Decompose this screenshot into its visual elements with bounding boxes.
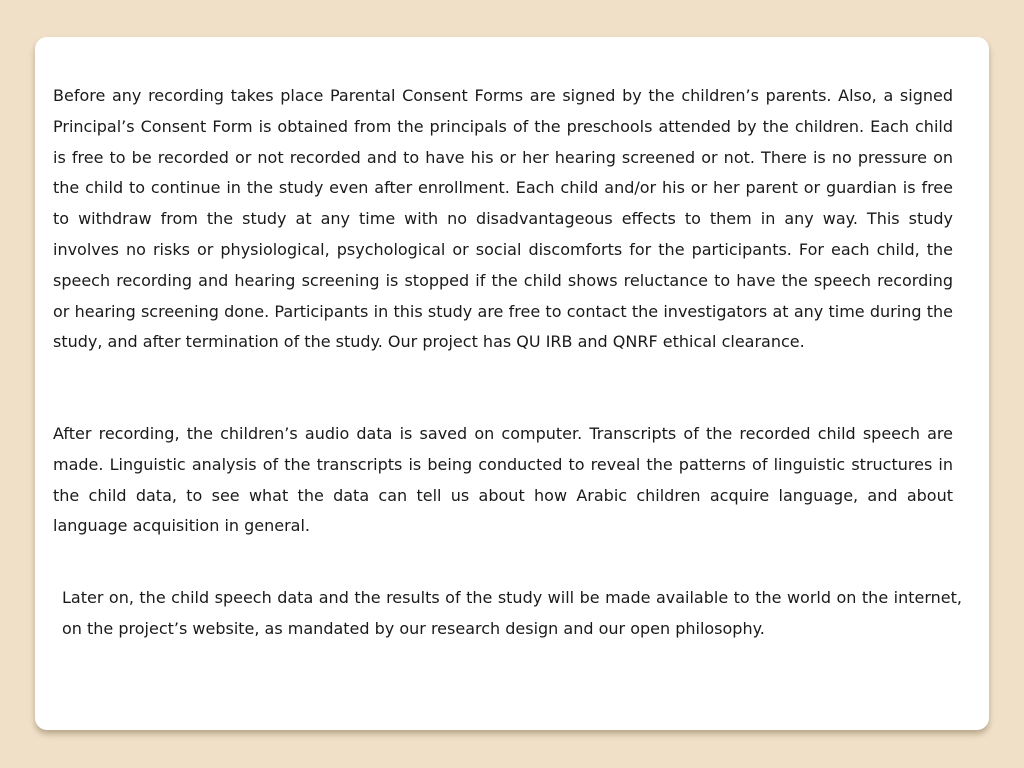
content-card	[35, 37, 989, 730]
paragraph-recording: After recording, the children’s audio data is saved on computer. Transcripts of the recorded child speech are made. Linguistic analysis of the transcripts is being conducted to reveal the patterns of linguistic structures in the child data, to see what the data can tell us about how Arabic children acquire language, and about language acquisition in general.	[53, 424, 953, 536]
paragraph-consent: Before any recording takes place Parental Consent Forms are signed by the children’s parents. Also, a signed Principal’s Consent Form is obtained from the principals of the preschools attended by the children. Each child is free to be recorded or not recorded and to have his or her hearing screened or not. There is no pressure on the child to continue in the study even after enrollment. Each child and/or his or her parent or guardian is free to withdraw from the study at any time with no disadvantageous effects to them in any way. This study involves no risks or physiological, psychological or social discomforts for the participants. For each child, the speech recording and hearing screening is stopped if the child shows reluctance to have the speech recording or hearing screening done. Participants in this study are free to contact the investigators at any time during the study, and after termination of the study. Our project has QU IRB and QNRF ethical clearance.	[53, 86, 953, 352]
paragraph-availability: Later on, the child speech data and the results of the study will be made available to the world on the internet, on the project’s website, as mandated by our research design and our open philosophy.	[62, 588, 962, 638]
